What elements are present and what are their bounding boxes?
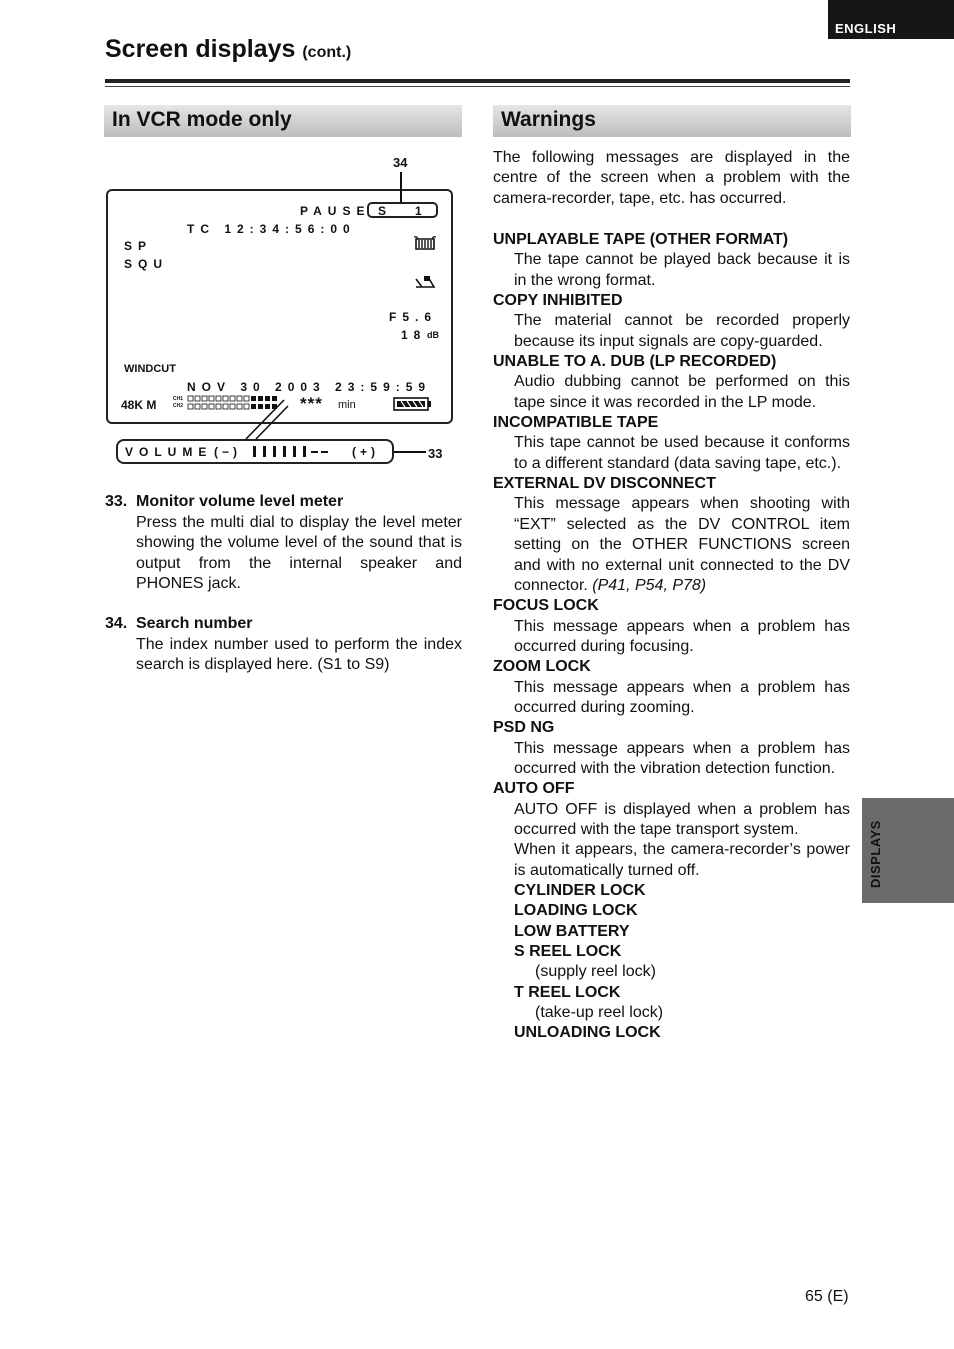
- page-reference: (P41, P54, P78): [592, 576, 707, 594]
- warning-body-text: This message appears when shooting with “EXT” selected as the DV CONTROL item setting on the OTHER FUNCTIONS screen and with no external unit connected to the DV connector.: [514, 495, 850, 594]
- warning-body: AUTO OFF is displayed when a problem has occurred with the tape transport system.: [514, 800, 850, 838]
- warning-title: AUTO OFF: [493, 780, 575, 798]
- meter-segment: [209, 396, 214, 401]
- screen-display-diagram: [106, 189, 453, 424]
- warning-title: UNABLE TO A. DUB (LP RECORDED): [493, 353, 777, 371]
- item-33-title: Monitor volume level meter: [136, 493, 344, 510]
- osd-f-number: F5.6: [389, 310, 438, 324]
- item-33-body: Press the multi dial to display the level meter showing the volume level of the sound that is output from the internal speaker and PHONES jack.: [136, 514, 462, 593]
- auto-off-cause: S REEL LOCK: [514, 943, 622, 961]
- page-title: [105, 35, 351, 64]
- osd-remaining: ***: [300, 394, 323, 413]
- volume-meter-box: [116, 439, 394, 464]
- meter-segment: [230, 404, 235, 409]
- warnings-list: [493, 230, 850, 1044]
- warning-title: FOCUS LOCK: [493, 597, 599, 615]
- warning-title: PSD NG: [493, 719, 555, 737]
- volume-bar-empty: [311, 451, 318, 453]
- warning-body: The material cannot be recorded properly because its input signals are copy-guarded.: [514, 312, 850, 350]
- meter-segment: [237, 396, 242, 401]
- search-number-frame: [367, 202, 438, 218]
- item-34-title: Search number: [136, 615, 253, 632]
- warning-body: Audio dubbing cannot be performed on this tape since it was recorded in the LP mode.: [514, 373, 850, 411]
- meter-segment: [272, 396, 277, 401]
- volume-plus: (+): [352, 445, 379, 459]
- meter-segment: [251, 396, 256, 401]
- meter-segment: [237, 404, 242, 409]
- section-heading-vcr: In VCR mode only: [104, 105, 462, 137]
- volume-bar-filled: [263, 446, 266, 457]
- meter-segment: [265, 396, 270, 401]
- warning-unable-to-dub: [493, 352, 850, 413]
- meter-segment: [195, 396, 200, 401]
- page-title-text: Screen displays: [105, 35, 296, 63]
- stabilizer-icon: [414, 275, 436, 289]
- warning-body: This message appears when a problem has occurred during focusing.: [514, 617, 850, 655]
- osd-gain-unit: dB: [427, 330, 439, 340]
- warning-body: This message appears when a problem has occurred during zooming.: [514, 678, 850, 716]
- warning-title: ZOOM LOCK: [493, 658, 591, 676]
- audio-level-meter: [186, 395, 282, 411]
- meter-segment: [202, 404, 207, 409]
- osd-ch1: CH1: [173, 396, 184, 402]
- auto-off-cause: LOW BATTERY: [514, 922, 630, 940]
- volume-minus: (−): [214, 445, 241, 459]
- warning-psd-ng: [493, 718, 850, 779]
- meter-segment: [251, 404, 256, 409]
- osd-audio-mode: 48K M: [121, 398, 157, 412]
- osd-datetime: NOV 30 2003 23:59:59: [187, 380, 432, 394]
- warning-unplayable-tape: [493, 230, 850, 291]
- warning-body: The tape cannot be played back because it is in the wrong format.: [514, 251, 850, 289]
- volume-bar-empty: [321, 451, 328, 453]
- osd-search-number: 1: [415, 204, 422, 218]
- meter-segment: [188, 404, 193, 409]
- meter-segment: [188, 396, 193, 401]
- osd-ch2: CH2: [173, 403, 184, 409]
- warning-body: This tape cannot be used because it conforms to a different standard (data saving tape, etc.).: [514, 434, 850, 472]
- meter-segment: [202, 396, 207, 401]
- battery-icon: [393, 397, 433, 411]
- osd-remaining-unit: min: [338, 399, 356, 411]
- warning-body-2: When it appears, the camera-recorder’s power is automatically turned off.: [514, 841, 850, 879]
- auto-off-cause-note: (take-up reel lock): [535, 1004, 664, 1022]
- osd-timecode: TC 12:34:56:00: [187, 222, 356, 236]
- warning-title: EXTERNAL DV DISCONNECT: [493, 475, 716, 493]
- side-tab-displays: [862, 798, 954, 903]
- volume-level-bars: [251, 446, 351, 458]
- auto-off-cause: CYLINDER LOCK: [514, 882, 646, 899]
- warning-title: COPY INHIBITED: [493, 292, 623, 310]
- warning-body: This message appears when a problem has occurred with the vibration detection function.: [514, 739, 850, 777]
- header-rule-thin: [105, 86, 850, 87]
- osd-pause: PAUSE: [300, 204, 371, 218]
- warning-auto-off: [493, 779, 850, 1043]
- warning-copy-inhibited: [493, 291, 850, 352]
- volume-label: VOLUME: [125, 445, 213, 459]
- meter-segment: [258, 404, 263, 409]
- page-title-suffix: (cont.): [302, 44, 352, 61]
- meter-segment: [258, 396, 263, 401]
- warning-title: INCOMPATIBLE TAPE: [493, 414, 659, 432]
- auto-off-cause: T REEL LOCK: [514, 983, 621, 1001]
- osd-search-s: S: [378, 204, 387, 218]
- osd-squ: SQU: [124, 257, 169, 271]
- meter-segment: [216, 404, 221, 409]
- item-34-body: The index number used to perform the index search is displayed here. (S1 to S9): [136, 636, 462, 674]
- meter-segment: [216, 396, 221, 401]
- auto-off-cause: LOADING LOCK: [514, 902, 638, 920]
- callout-33: 33: [428, 446, 443, 461]
- volume-bar-filled: [253, 446, 256, 457]
- volume-bar-filled: [283, 446, 286, 457]
- meter-segment: [272, 404, 277, 409]
- section-heading-warnings: Warnings: [493, 105, 851, 137]
- tape-icon: [414, 236, 436, 252]
- meter-segment: [265, 404, 270, 409]
- auto-off-cause: UNLOADING LOCK: [514, 1024, 661, 1042]
- warning-zoom-lock: [493, 657, 850, 718]
- meter-segment: [209, 404, 214, 409]
- warning-external-dv-disconnect: [493, 474, 850, 596]
- osd-windcut: WINDCUT: [124, 363, 176, 375]
- meter-segment: [244, 396, 249, 401]
- meter-segment: [230, 396, 235, 401]
- page-number: 65 (E): [805, 1288, 849, 1305]
- osd-sp: SP: [124, 239, 153, 253]
- meter-segment: [244, 404, 249, 409]
- item-34-number: 34.: [105, 615, 128, 632]
- header-rule: [105, 79, 850, 83]
- warning-body: [493, 494, 850, 596]
- side-tab-label: DISPLAYS: [868, 820, 883, 888]
- meter-segment: [223, 396, 228, 401]
- volume-bar-filled: [303, 446, 306, 457]
- warning-title: UNPLAYABLE TAPE (OTHER FORMAT): [493, 231, 789, 248]
- warnings-intro: The following messages are displayed in the centre of the screen when a problem with the camera-recorder, tape, etc. has occurred.: [493, 149, 850, 207]
- warning-incompatible-tape: [493, 413, 850, 474]
- volume-bar-filled: [293, 446, 296, 457]
- meter-segment: [223, 404, 228, 409]
- item-33-number: 33.: [105, 493, 128, 510]
- osd-gain: 18: [401, 328, 427, 342]
- callout-34: 34: [393, 155, 408, 170]
- meter-segment: [195, 404, 200, 409]
- auto-off-cause-note: (supply reel lock): [535, 963, 656, 981]
- volume-bar-filled: [273, 446, 276, 457]
- language-tab: ENGLISH: [828, 0, 954, 39]
- warning-focus-lock: [493, 596, 850, 657]
